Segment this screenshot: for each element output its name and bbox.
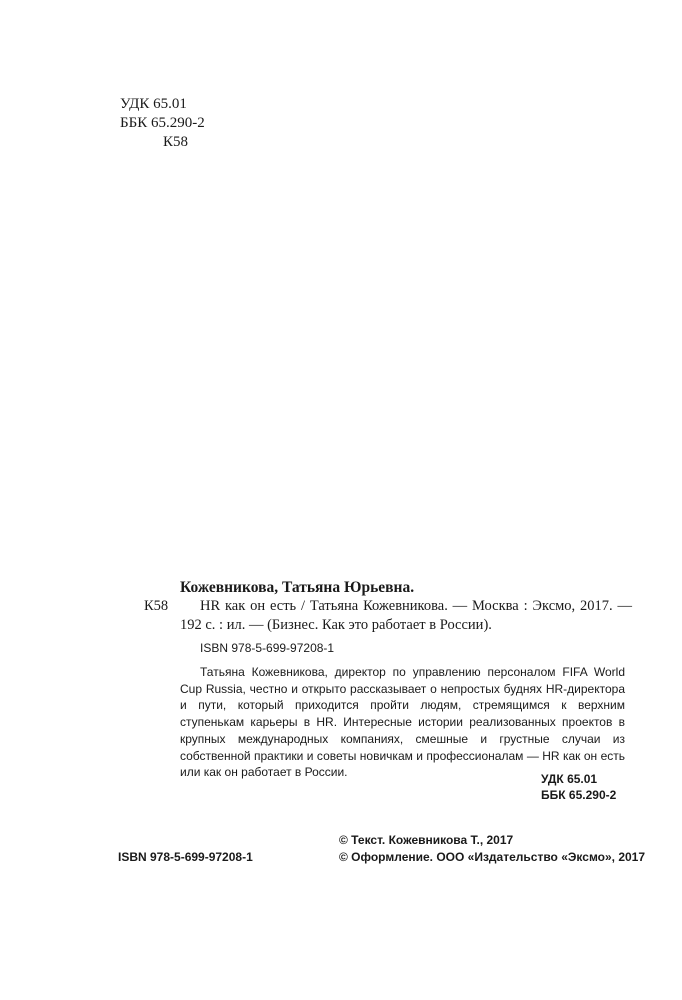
card-bbk-code: ББК 65.290-2 — [541, 788, 617, 802]
top-bbk-code: ББК 65.290-2 — [120, 115, 205, 131]
top-udk-code: УДК 65.01 — [120, 96, 187, 112]
card-isbn: ISBN 978-5-699-97208-1 — [200, 641, 335, 655]
bibliographic-text: HR как он есть / Татьяна Кожевникова. — Москва : Эксмо, 2017. — 192 с. : ил. — (Бизнес. Как это работает в России). — [180, 598, 632, 633]
card-author-mark: К58 — [144, 598, 169, 614]
card-udk-code: УДК 65.01 — [541, 772, 598, 786]
card-author-heading: Кожевникова, Татьяна Юрьевна. — [180, 579, 415, 596]
card-annotation: Татьяна Кожевникова, директор по управлению персоналом FIFA World Cup Russia, честно и открыто рассказывает о непростых буднях HR-директора и пути, который приходится пройти людям, стремящимся к верхним ступенькам карьеры в HR. Интересные истории реализованных проектов в крупных международных компаниях, смешные и грустные случаи из собственной практики и советы новичкам и профессионалам — HR как он есть или как он работает в России. — [180, 665, 625, 780]
card-bibliographic-entry — [180, 597, 632, 635]
bottom-isbn: ISBN 978-5-699-97208-1 — [118, 850, 253, 864]
top-author-mark: К58 — [163, 134, 189, 150]
copyright-text: © Текст. Кожевникова Т., 2017 — [339, 833, 514, 847]
copyright-design: © Оформление. ООО «Издательство «Эксмо», 2017 — [339, 850, 646, 864]
